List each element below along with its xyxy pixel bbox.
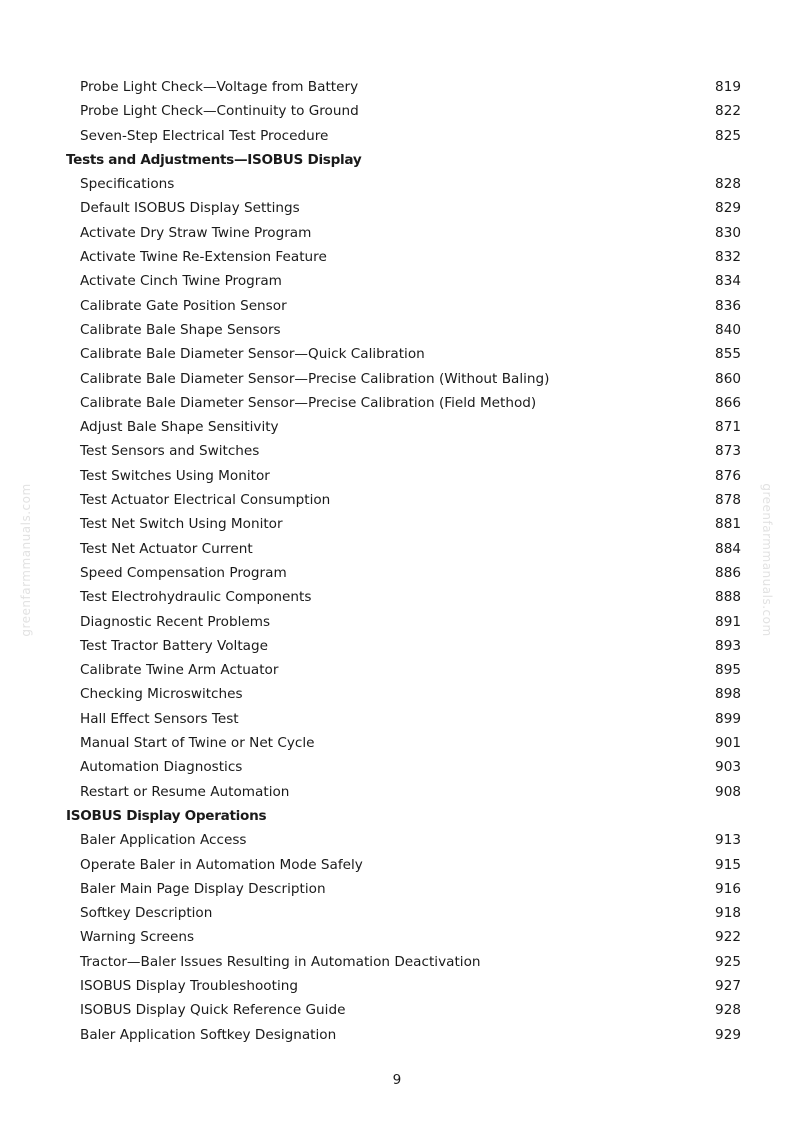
toc-entry-page-number: 822 [715, 103, 741, 120]
toc-entry[interactable] [66, 221, 744, 245]
toc-entry-page-number: 929 [715, 1026, 741, 1043]
toc-entry[interactable] [66, 124, 744, 148]
toc-entry[interactable] [66, 901, 744, 925]
toc-entry-page-number: 899 [715, 710, 741, 727]
toc-entry-title: Operate Baler in Automation Mode Safely [80, 856, 363, 873]
toc-entry-page-number: 829 [715, 200, 741, 217]
toc-entry[interactable] [66, 75, 744, 99]
toc-entry[interactable] [66, 853, 744, 877]
toc-entry-page-number: 901 [715, 735, 741, 752]
toc-entry[interactable] [66, 950, 744, 974]
toc-entry-title: Test Tractor Battery Voltage [80, 637, 268, 654]
toc-entry[interactable] [66, 1023, 744, 1047]
toc-entry[interactable] [66, 415, 744, 439]
toc-entry-title: Baler Application Access [80, 832, 247, 849]
toc-entry[interactable] [66, 925, 744, 949]
toc-entry-page-number: 918 [715, 905, 741, 922]
toc-entry[interactable] [66, 658, 744, 682]
toc-entry-page-number: 916 [715, 880, 741, 897]
toc-entry-title: Calibrate Bale Diameter Sensor—Precise Calibration (Field Method) [80, 394, 537, 411]
toc-entry[interactable] [66, 439, 744, 463]
toc-entry-title: Diagnostic Recent Problems [80, 613, 271, 630]
toc-entry-title: Restart or Resume Automation [80, 783, 290, 800]
watermark-left: greenfarmmanuals.com [19, 483, 33, 637]
toc-entry[interactable] [66, 269, 744, 293]
toc-entry-page-number: 832 [715, 249, 741, 266]
toc-entry-page-number: 855 [715, 346, 741, 363]
toc-entry[interactable] [66, 780, 744, 804]
toc-section-heading [66, 804, 744, 828]
toc-entry-title: Baler Main Page Display Description [80, 880, 326, 897]
toc-entry-page-number: 830 [715, 224, 741, 241]
toc-entry-page-number: 881 [715, 516, 741, 533]
toc-entry[interactable] [66, 342, 744, 366]
toc-entry-title: ISOBUS Display Troubleshooting [80, 977, 298, 994]
toc-entry-page-number: 893 [715, 637, 741, 654]
toc-entry-title: Activate Cinch Twine Program [80, 273, 282, 290]
toc-entry[interactable] [66, 731, 744, 755]
toc-entry-title: Test Net Actuator Current [80, 540, 253, 557]
toc-entry-title: Test Sensors and Switches [80, 443, 260, 460]
toc-entry[interactable] [66, 318, 744, 342]
toc-entry-page-number: 915 [715, 856, 741, 873]
toc-entry-page-number: 898 [715, 686, 741, 703]
toc-section-heading [66, 148, 744, 172]
toc-entry-page-number: 860 [715, 370, 741, 387]
toc-entry[interactable] [66, 682, 744, 706]
toc-entry[interactable] [66, 585, 744, 609]
toc-entry[interactable] [66, 998, 744, 1022]
toc-entry-title: Calibrate Bale Diameter Sensor—Precise Calibration (Without Baling) [80, 370, 550, 387]
toc-entry[interactable] [66, 196, 744, 220]
toc-entry[interactable] [66, 537, 744, 561]
toc-entry-page-number: 922 [715, 929, 741, 946]
toc-entry-page-number: 927 [715, 977, 741, 994]
toc-entry-title: Calibrate Bale Shape Sensors [80, 321, 281, 338]
toc-entry[interactable] [66, 512, 744, 536]
toc-entry-title: Baler Application Softkey Designation [80, 1026, 337, 1043]
toc-entry[interactable] [66, 245, 744, 269]
toc-entry-page-number: 871 [715, 419, 741, 436]
toc-entry-title: Default ISOBUS Display Settings [80, 200, 300, 217]
toc-entry-title: Test Actuator Electrical Consumption [80, 492, 331, 509]
toc-entry-title: Softkey Description [80, 905, 213, 922]
toc-entry[interactable] [66, 561, 744, 585]
toc-entry-title: Activate Dry Straw Twine Program [80, 224, 312, 241]
toc-entry-page-number: 873 [715, 443, 741, 460]
toc-entry[interactable] [66, 877, 744, 901]
toc-entry-title: Checking Microswitches [80, 686, 243, 703]
toc-entry-page-number: 884 [715, 540, 741, 557]
toc-entry-page-number: 825 [715, 127, 741, 144]
toc-entry-page-number: 913 [715, 832, 741, 849]
toc-entry-title: Calibrate Gate Position Sensor [80, 297, 287, 314]
toc-entry-title: ISOBUS Display Operations [66, 807, 267, 824]
toc-entry-title: Manual Start of Twine or Net Cycle [80, 735, 315, 752]
toc-entry-page-number: 891 [715, 613, 741, 630]
toc-entry-page-number: 876 [715, 467, 741, 484]
toc-entry-title: Seven-Step Electrical Test Procedure [80, 127, 329, 144]
toc-entry-title: ISOBUS Display Quick Reference Guide [80, 1002, 346, 1019]
toc-entry[interactable] [66, 464, 744, 488]
toc-entry[interactable] [66, 610, 744, 634]
toc-entry-title: Automation Diagnostics [80, 759, 243, 776]
toc-entry[interactable] [66, 488, 744, 512]
toc-entry-page-number: 866 [715, 394, 741, 411]
toc-entry-title: Speed Compensation Program [80, 564, 287, 581]
toc-entry-page-number: 895 [715, 662, 741, 679]
toc-entry-title: Warning Screens [80, 929, 195, 946]
toc-entry-title: Calibrate Twine Arm Actuator [80, 662, 279, 679]
toc-entry[interactable] [66, 391, 744, 415]
toc-entry-page-number: 888 [715, 589, 741, 606]
toc-entry[interactable] [66, 828, 744, 852]
toc-entry[interactable] [66, 99, 744, 123]
toc-entry-title: Test Electrohydraulic Components [80, 589, 312, 606]
toc-entry-page-number: 903 [715, 759, 741, 776]
toc-entry-title: Test Switches Using Monitor [80, 467, 270, 484]
toc-entry-page-number: 834 [715, 273, 741, 290]
watermark-right: greenfarmmanuals.com [760, 483, 774, 637]
toc-entry-page-number: 928 [715, 1002, 741, 1019]
toc-entry-page-number: 925 [715, 953, 741, 970]
toc-entry-title: Activate Twine Re-Extension Feature [80, 249, 327, 266]
toc-entry[interactable] [66, 172, 744, 196]
toc-entry[interactable] [66, 367, 744, 391]
toc-entry-page-number: 886 [715, 564, 741, 581]
toc-entry-title: Test Net Switch Using Monitor [80, 516, 283, 533]
page-number: 9 [392, 1072, 402, 1088]
toc-entry[interactable] [66, 755, 744, 779]
toc-entry-title: Tractor—Baler Issues Resulting in Automation Deactivation [80, 953, 481, 970]
toc-entry-page-number: 840 [715, 321, 741, 338]
toc-entry[interactable] [66, 294, 744, 318]
toc-entry-title: Hall Effect Sensors Test [80, 710, 239, 727]
toc-entry-title: Tests and Adjustments—ISOBUS Display [66, 151, 362, 168]
toc-entry-page-number: 819 [715, 79, 741, 95]
toc-entry-page-number: 908 [715, 783, 741, 800]
toc-entry-title: Calibrate Bale Diameter Sensor—Quick Calibration [80, 346, 425, 363]
toc-entry-title: Adjust Bale Shape Sensitivity [80, 419, 279, 436]
toc-entry-title: Probe Light Check—Voltage from Battery [80, 79, 359, 95]
table-of-contents [66, 75, 744, 1047]
toc-entry-page-number: 878 [715, 492, 741, 509]
toc-entry-title: Probe Light Check—Continuity to Ground [80, 103, 359, 120]
toc-entry-page-number: 828 [715, 176, 741, 193]
toc-entry-title: Specifications [80, 176, 175, 193]
toc-entry[interactable] [66, 974, 744, 998]
toc-entry[interactable] [66, 634, 744, 658]
toc-entry-page-number: 836 [715, 297, 741, 314]
toc-entry[interactable] [66, 707, 744, 731]
